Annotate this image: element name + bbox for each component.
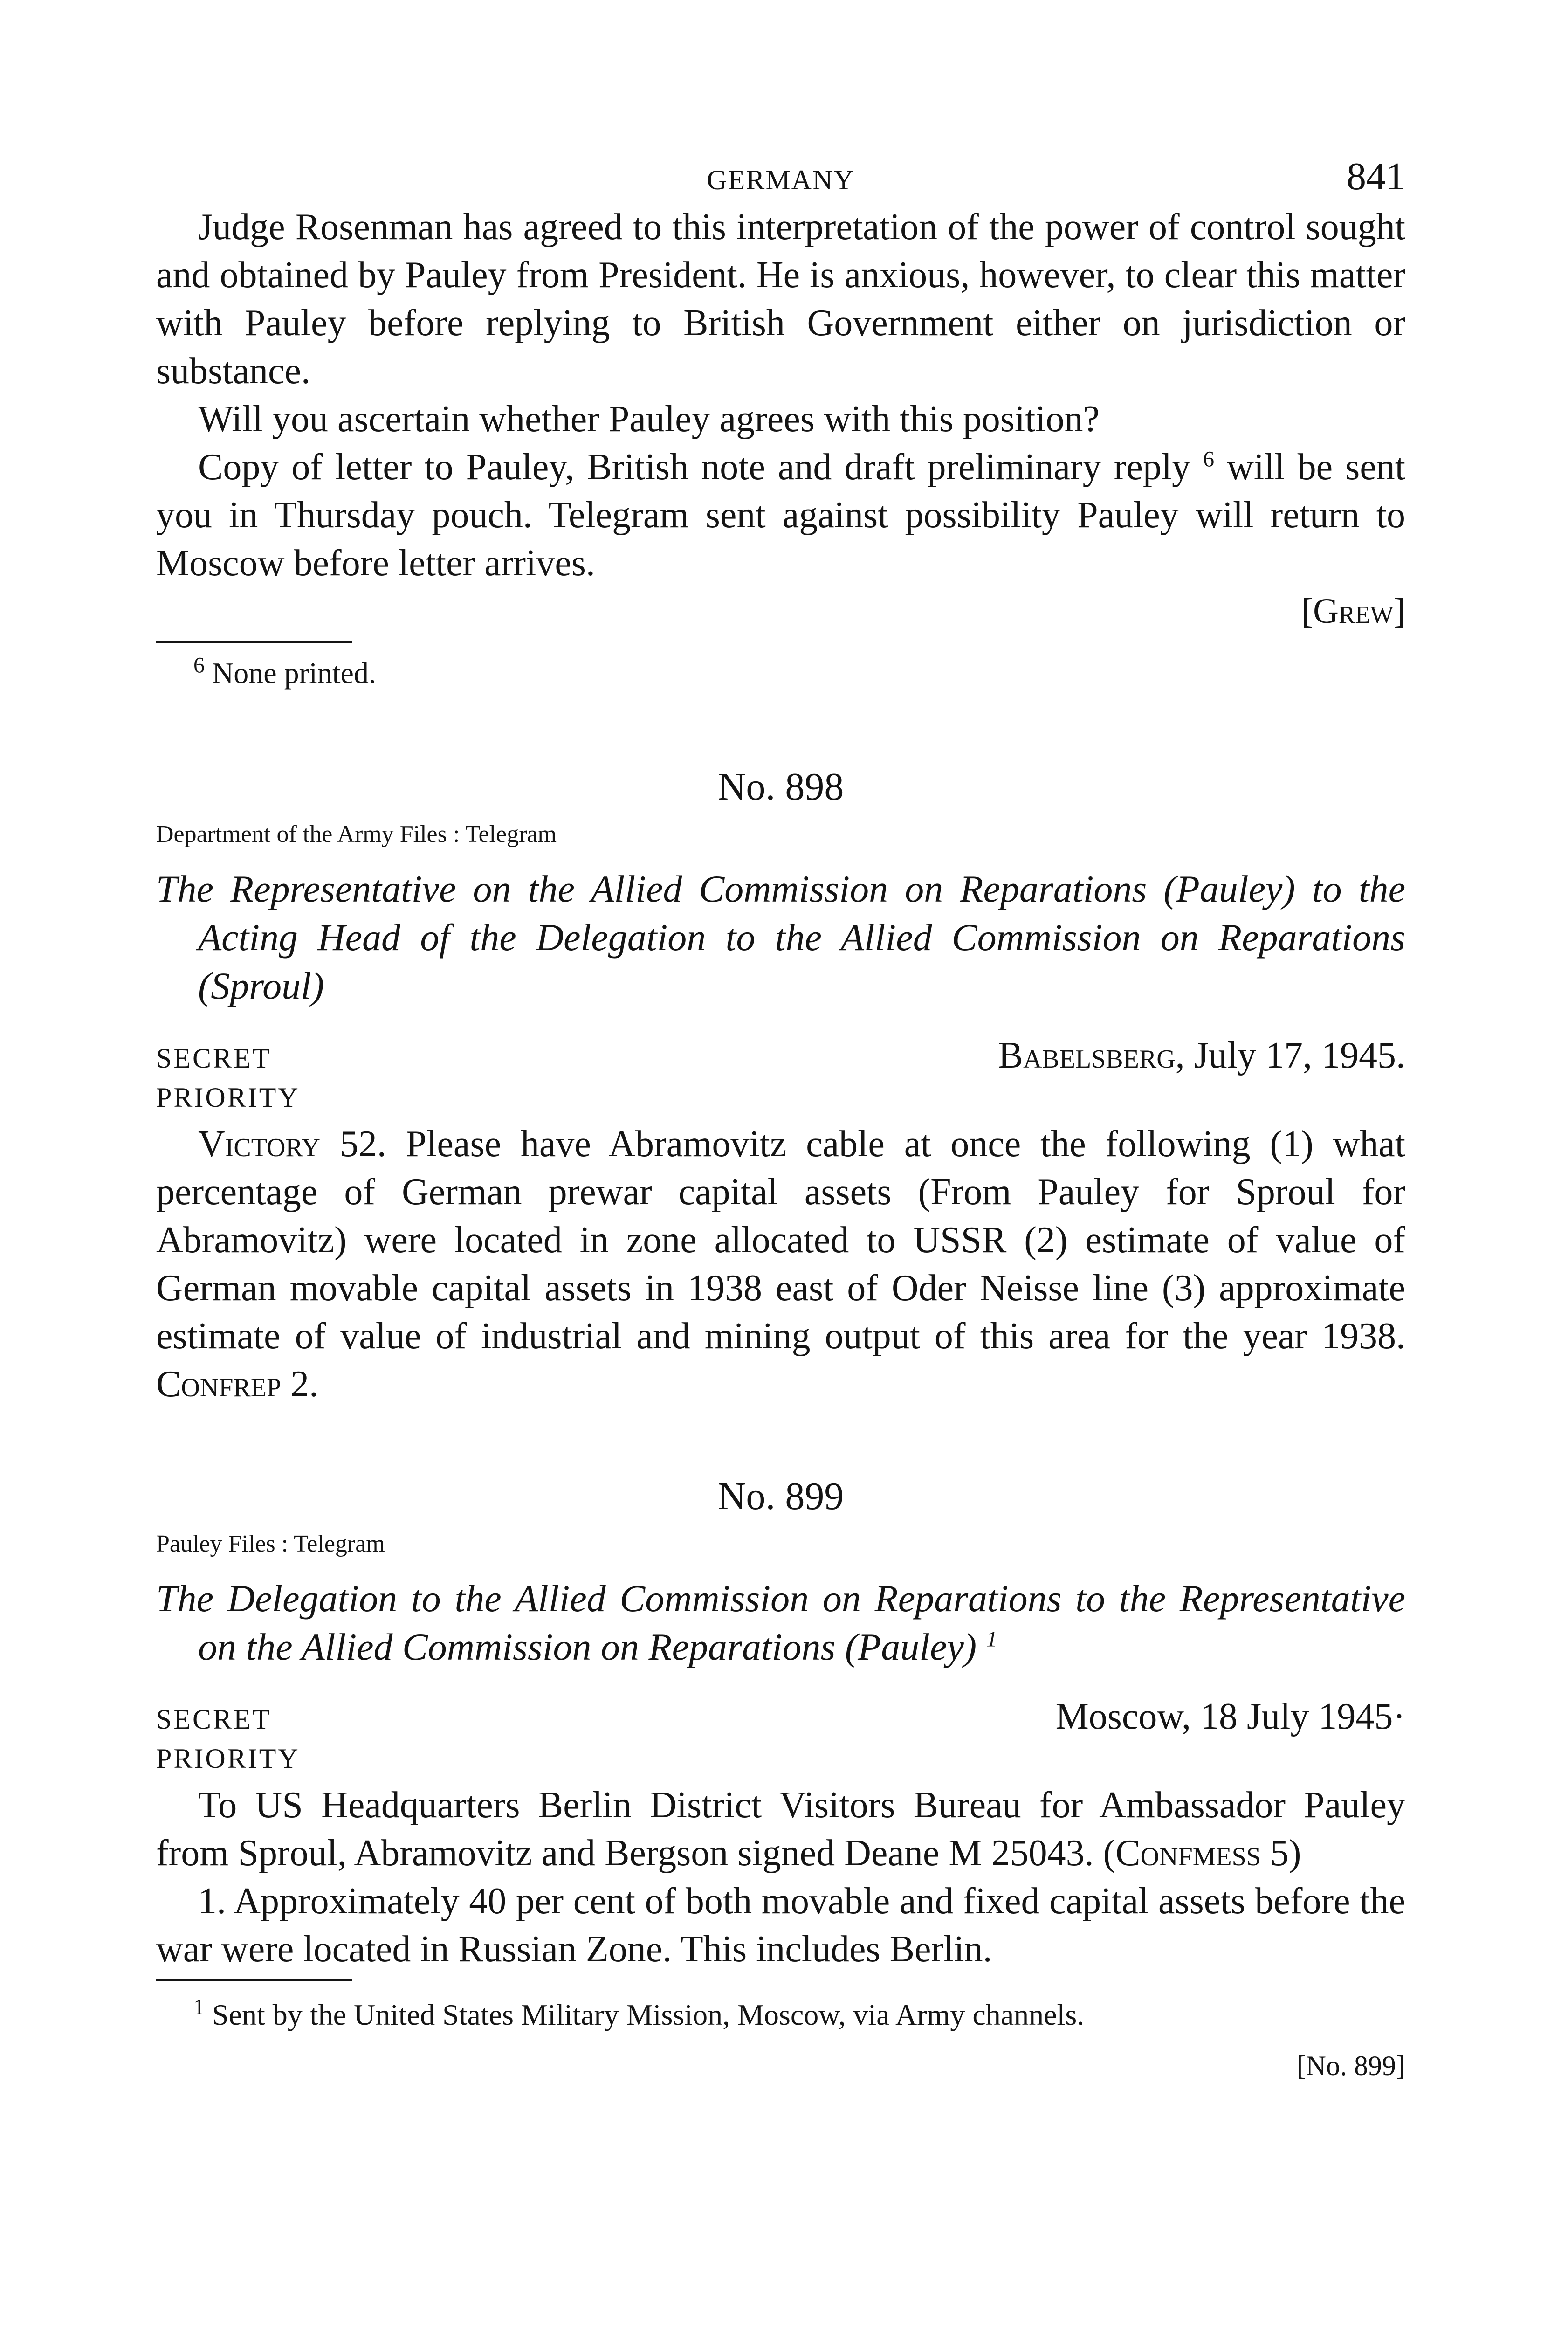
telegram-body	[156, 1120, 1405, 1408]
telegram-text: To US Headquarters Berlin District Visitors Bureau for Ambassador Pauley from Sproul, Abramovitz and Bergson signed Deane M 25043. (	[156, 1785, 1405, 1874]
footnote-text: Sent by the United States Military Mission, Moscow, via Army channels.	[212, 1998, 1085, 2031]
intro-section	[156, 203, 1405, 694]
document-title	[156, 1574, 1405, 1671]
document-title-text: The Delegation to the Allied Commission on Reparations to the Representative on the Allied Commission on Reparations (Pauley)	[156, 1577, 1405, 1668]
intro-paragraph-3	[156, 443, 1405, 587]
footnote-reference: 6	[1203, 447, 1215, 472]
document-number: No. 899	[717, 1475, 844, 1518]
classification-row	[156, 1696, 1405, 1738]
page-number: 841	[1347, 155, 1405, 198]
signature-text: [Grew]	[1301, 592, 1405, 631]
footnote-reference: 1	[986, 1627, 997, 1652]
document-898	[156, 764, 1405, 1408]
dateline-date: July 17, 1945.	[1194, 1035, 1405, 1076]
telegram-paragraph-1: 1. Approximately 40 per cent of both movable and fixed capital assets before the war were located in Russian Zone. This includes Berlin.	[156, 1881, 1405, 1970]
footnote	[156, 1994, 1405, 2036]
footnote-marker: 1	[193, 1994, 205, 2020]
document-page	[156, 154, 1405, 2082]
intro-paragraph-2: Will you ascertain whether Pauley agrees with this position?	[198, 399, 1100, 440]
footnote-marker: 6	[193, 653, 205, 678]
signoff: Confrep 2.	[156, 1364, 319, 1405]
telegram-text: 52. Please have Abramovitz cable at once the following (1) what percentage of German prewar capital assets (From Pauley for Sproul for Abramovitz) were located in zone allocated to USSR (2) estimate of value of German movable capital assets in 1938 east of Oder Neisse line (3) approximate estimate of value of industrial and mining output of this area for the year 1938.	[156, 1124, 1406, 1357]
footnote-rule	[156, 1979, 352, 1981]
document-899	[156, 1474, 1405, 2082]
footnote-rule	[156, 641, 352, 643]
running-title: GERMANY	[707, 165, 855, 195]
code-word: Confmess	[1115, 1833, 1261, 1874]
source-line: Pauley Files : Telegram	[156, 1531, 385, 1557]
classification-row	[156, 1034, 1405, 1077]
document-number: No. 898	[717, 765, 844, 808]
footnote-text: None printed.	[212, 656, 376, 690]
intro-paragraph-3-text: Copy of letter to Pauley, British note and draft preliminary reply	[198, 447, 1191, 488]
telegram-body	[156, 1781, 1405, 1877]
end-tag: [No. 899]	[1296, 2050, 1405, 2081]
telegram-text-end: 5)	[1270, 1833, 1301, 1874]
intro-paragraph-1: Judge Rosenman has agreed to this interpretation of the power of control sought and obtained by Pauley from President. He is anxious, however, to clear this matter with Pauley before replying to British Government either on jurisdiction or substance.	[156, 207, 1405, 392]
footnote	[156, 652, 1405, 694]
running-head	[156, 154, 1405, 200]
code-word: Victory	[198, 1124, 321, 1165]
classification-label: SECRET	[156, 1043, 272, 1074]
source-line: Department of the Army Files : Telegram	[156, 821, 557, 848]
priority-label: PRIORITY	[156, 1743, 300, 1774]
classification-label: SECRET	[156, 1704, 272, 1735]
dateline	[998, 1034, 1405, 1077]
dateline-place: Babelsberg,	[998, 1035, 1185, 1076]
priority-label: PRIORITY	[156, 1082, 300, 1113]
intro-paragraph-3-text-cont: will be sent you in Thursday pouch. Telegram sent against possibility Pauley will return to Moscow before letter arrives.	[156, 447, 1406, 584]
document-title: The Representative on the Allied Commission on Reparations (Pauley) to the Acting Head of the Delegation to the Allied Commission on Reparations (Sproul)	[156, 868, 1405, 1007]
dateline: Moscow, 18 July 1945·	[1055, 1696, 1405, 1737]
signature	[156, 587, 1405, 635]
